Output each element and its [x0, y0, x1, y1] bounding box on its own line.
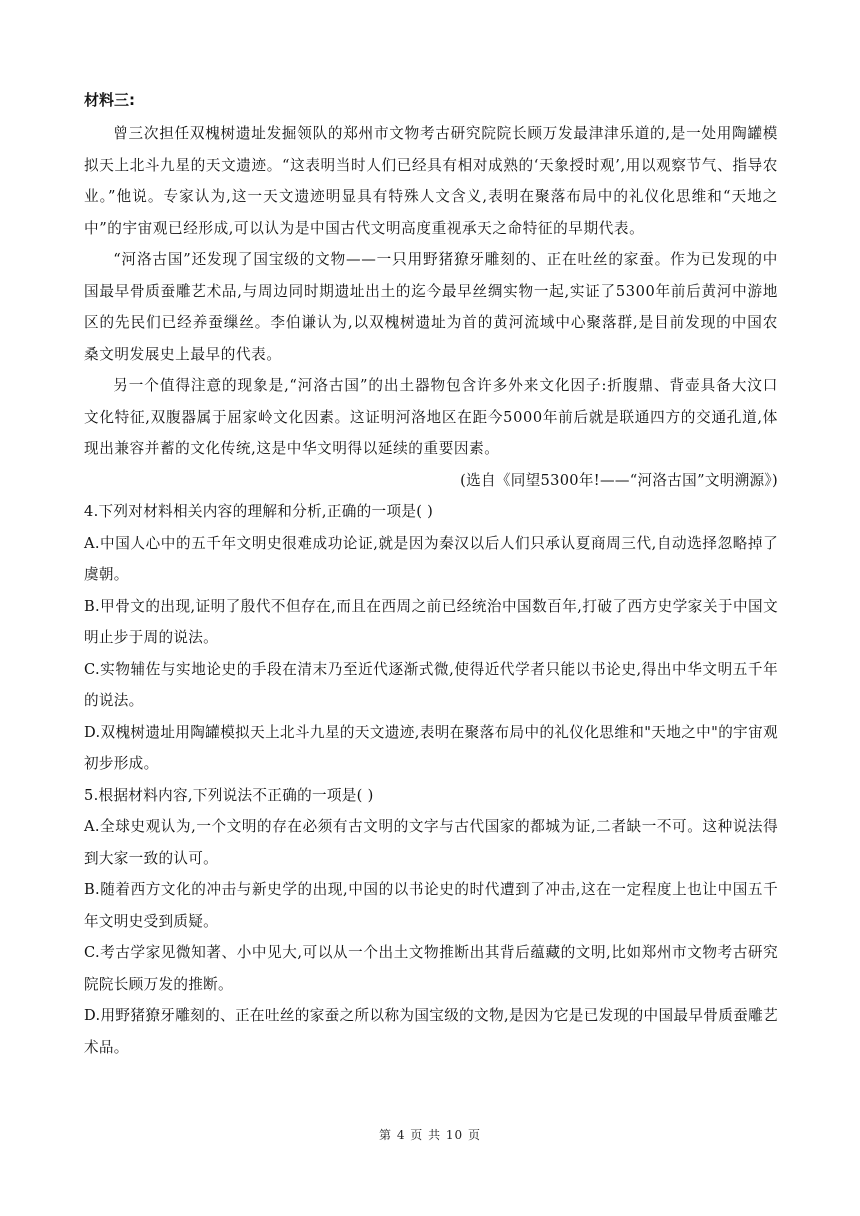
- option-d: D.双槐树遗址用陶罐模拟天上北斗九星的天文遗迹,表明在聚落布局中的礼仪化思维和"天地之中"的宇宙观初步形成。: [84, 723, 778, 772]
- page-footer: 第 4 页 共 10 页: [379, 1128, 481, 1142]
- question-5: [84, 780, 778, 1064]
- document-page: [84, 86, 778, 1063]
- option-c: C.考古学家见微知著、小中见大,可以从一个出土文物推断出其背后蕴藏的文明,比如郑州市文物考古研究院院长顾万发的推断。: [84, 944, 778, 993]
- option-a: A.中国人心中的五千年文明史很难成功论证,就是因为秦汉以后人们只承认夏商周三代,自动选择忽略掉了虞朝。: [84, 534, 778, 583]
- material-paragraph-2: “河洛古国”还发现了国宝级的文物——一只用野猪獠牙雕刻的、正在吐丝的家蚕。作为已发现的中国最早骨质蚕雕艺术品,与周边同时期遗址出土的迄今最早丝绸实物一起,实证了5300年前后黄河中游地区的先民们已经养蚕缫丝。李伯谦认为,以双槐树遗址为首的黄河流域中心聚落群,是目前发现的中国农桑文明发展史上最早的代表。: [84, 251, 778, 363]
- option-b: B.随着西方文化的冲击与新史学的出现,中国的以书论史的时代遭到了冲击,这在一定程度上也让中国五千年文明史受到质疑。: [84, 881, 778, 930]
- option-d: D.用野猪獠牙雕刻的、正在吐丝的家蚕之所以称为国宝级的文物,是因为它是已发现的中国最早骨质蚕雕艺术品。: [84, 1007, 778, 1056]
- option-a: A.全球史观认为,一个文明的存在必须有古文明的文字与古代国家的都城为证,二者缺一不可。这种说法得到大家一致的认可。: [84, 818, 778, 867]
- material-paragraph-3: 另一个值得注意的现象是,“河洛古国”的出土器物包含许多外来文化因子:折腹鼎、背壶具备大汶口文化特征,双腹器属于屈家岭文化因素。这证明河洛地区在距今5000年前后就是联通四方的交通孔道,体现出兼容并蓄的文化传统,这是中华文明得以延续的重要因素。: [84, 377, 778, 457]
- material-heading: 材料三:: [84, 91, 135, 109]
- material-source: (选自《同望5300年!——“河洛古国”文明溯源》): [460, 471, 778, 489]
- material-paragraph-1: 曾三次担任双槐树遗址发掘领队的郑州市文物考古研究院院长顾万发最津津乐道的,是一处用陶罐模拟天上北斗九星的天文遗迹。“这表明当时人们已经具有相对成熟的‘天象授时观’,用以观察节气、指导农业。”他说。专家认为,这一天文遗迹明显具有特殊人文含义,表明在聚落布局中的礼仪化思维和“天地之中”的宇宙观已经形成,可以认为是中国古代文明高度重视承天之命特征的早期代表。: [84, 125, 778, 237]
- question-stem: 5.根据材料内容,下列说法不正确的一项是( ): [84, 786, 374, 804]
- option-c: C.实物辅佐与实地论史的手段在清末乃至近代逐渐式微,使得近代学者只能以书论史,得出中华文明五千年的说法。: [84, 660, 778, 709]
- option-b: B.甲骨文的出现,证明了殷代不但存在,而且在西周之前已经统治中国数百年,打破了西方史学家关于中国文明止步于周的说法。: [84, 597, 778, 646]
- question-4: [84, 496, 778, 780]
- question-stem: 4.下列对材料相关内容的理解和分析,正确的一项是( ): [84, 503, 434, 520]
